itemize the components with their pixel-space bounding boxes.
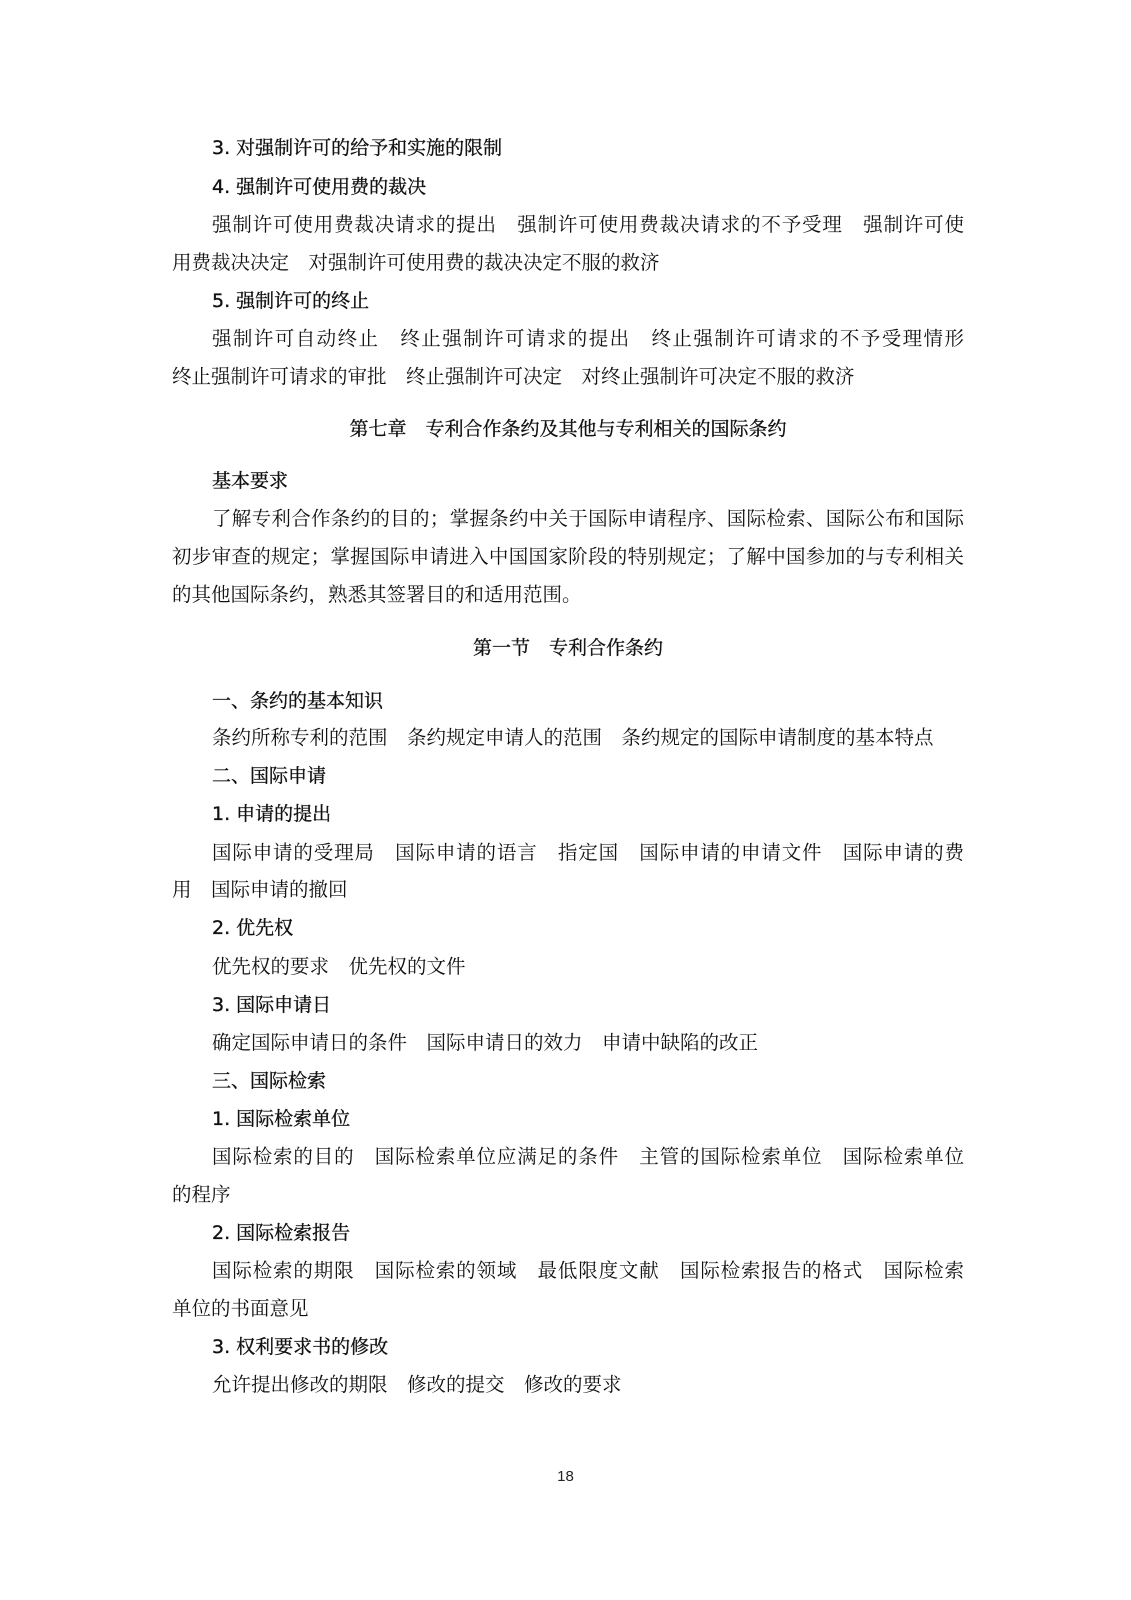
body-text-line: 初步审查的规定；掌握国际申请进入中国国家阶段的特别规定；了解中国参加的与专利相关 bbox=[172, 545, 964, 568]
body-text-line: 的程序 bbox=[172, 1183, 231, 1206]
body-text-line: 国际检索的目的 国际检索单位应满足的条件 主管的国际检索单位 国际检索单位 bbox=[212, 1145, 964, 1168]
item-heading: 2. 优先权 bbox=[212, 917, 294, 939]
body-text-line: 优先权的要求 优先权的文件 bbox=[212, 955, 466, 978]
item-heading: 1. 国际检索单位 bbox=[212, 1108, 351, 1130]
body-text-line: 强制许可自动终止 终止强制许可请求的提出 终止强制许可请求的不予受理情形 bbox=[212, 327, 964, 350]
item-heading: 3. 国际申请日 bbox=[212, 994, 332, 1016]
subsection-heading-3: 三、国际检索 bbox=[212, 1070, 327, 1092]
body-text-line: 允许提出修改的期限 修改的提交 修改的要求 bbox=[212, 1373, 622, 1396]
item-heading: 3. 权利要求书的修改 bbox=[212, 1336, 389, 1358]
body-text-line: 终止强制许可请求的审批 终止强制许可决定 对终止强制许可决定不服的救济 bbox=[172, 365, 855, 388]
page-number: 18 bbox=[557, 1468, 574, 1485]
item-heading-4: 4. 强制许可使用费的裁决 bbox=[212, 176, 427, 198]
chapter-title: 第七章 专利合作条约及其他与专利相关的国际条约 bbox=[349, 418, 787, 440]
subsection-heading-1: 一、条约的基本知识 bbox=[212, 690, 384, 712]
body-text-line: 用费裁决决定 对强制许可使用费的裁决决定不服的救济 bbox=[172, 251, 660, 274]
section-heading-basic-requirements: 基本要求 bbox=[212, 470, 289, 492]
body-text-line: 国际申请的受理局 国际申请的语言 指定国 国际申请的申请文件 国际申请的费 bbox=[212, 841, 964, 864]
section-title: 第一节 专利合作条约 bbox=[472, 637, 663, 659]
item-heading: 1. 申请的提出 bbox=[212, 803, 332, 825]
body-text-line: 条约所称专利的范围 条约规定申请人的范围 条约规定的国际申请制度的基本特点 bbox=[212, 726, 934, 749]
body-text-line: 的其他国际条约，熟悉其签署目的和适用范围。 bbox=[172, 583, 582, 606]
item-heading: 2. 国际检索报告 bbox=[212, 1222, 351, 1244]
body-text-line: 了解专利合作条约的目的；掌握条约中关于国际申请程序、国际检索、国际公布和国际 bbox=[212, 507, 964, 530]
body-text-line: 用 国际申请的撤回 bbox=[172, 878, 348, 901]
body-text-line: 确定国际申请日的条件 国际申请日的效力 申请中缺陷的改正 bbox=[212, 1031, 759, 1054]
body-text-line: 国际检索的期限 国际检索的领域 最低限度文献 国际检索报告的格式 国际检索 bbox=[212, 1259, 964, 1282]
item-heading-3: 3. 对强制许可的给予和实施的限制 bbox=[212, 137, 503, 159]
subsection-heading-2: 二、国际申请 bbox=[212, 765, 327, 787]
item-heading-5: 5. 强制许可的终止 bbox=[212, 290, 370, 312]
body-text-line: 单位的书面意见 bbox=[172, 1297, 309, 1320]
body-text-line: 强制许可使用费裁决请求的提出 强制许可使用费裁决请求的不予受理 强制许可使 bbox=[212, 213, 964, 236]
